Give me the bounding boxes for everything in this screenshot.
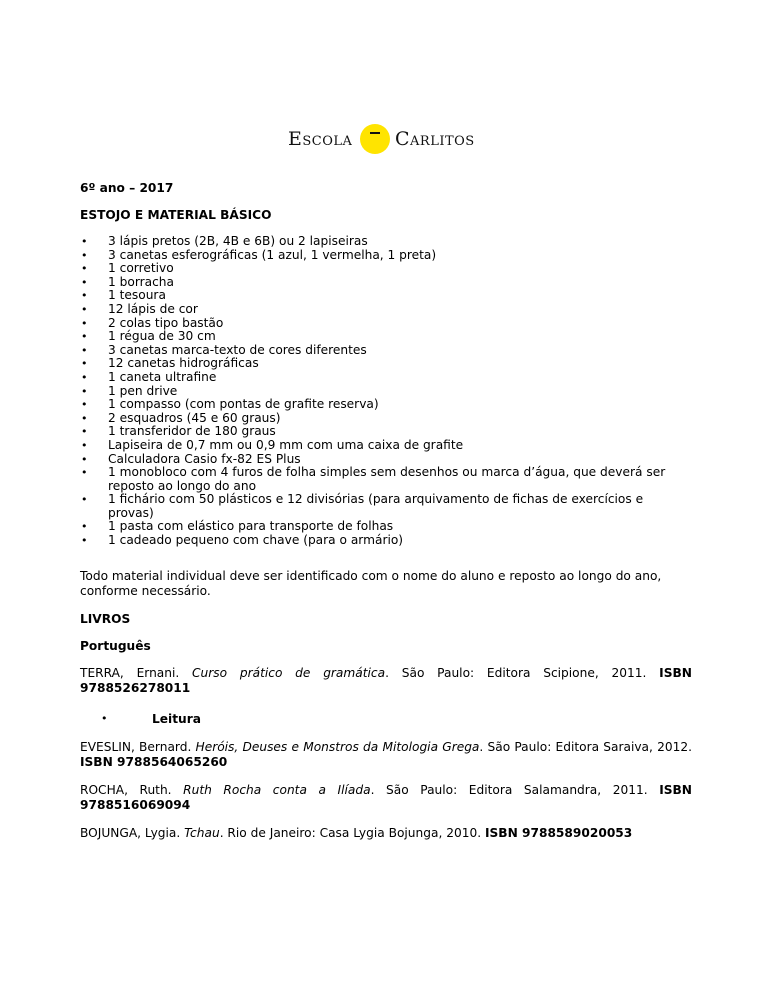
materials-list: [80, 235, 680, 548]
book-isbn: ISBN 9788589020053: [484, 826, 633, 840]
book-author: ROCHA, Ruth.: [80, 783, 184, 797]
book-author: TERRA, Ernani.: [80, 666, 193, 680]
list-item: • 1 compasso (com pontas de grafite reserva): [80, 398, 680, 412]
book-author: BOJUNGA, Lygia.: [80, 826, 185, 840]
book-isbn: ISBN 9788526278011: [80, 666, 692, 695]
list-item: • 1 tesoura: [80, 289, 680, 303]
list-item: • 1 pasta com elástico para transporte de folhas: [80, 520, 680, 534]
list-item: • 12 lápis de cor: [80, 303, 680, 317]
list-item: • 1 pen drive: [80, 385, 680, 399]
materials-section-title: ESTOJO E MATERIAL BÁSICO: [80, 208, 272, 222]
logo-dash: [370, 132, 380, 134]
book-reference-reading-1: [80, 740, 692, 770]
logo-word-escola: Escola: [288, 128, 353, 150]
book-publisher: . São Paulo: Editora Salamandra, 2011.: [370, 783, 660, 797]
books-section-title: LIVROS: [80, 612, 131, 626]
list-item: • 1 borracha: [80, 276, 680, 290]
list-item: • 1 régua de 30 cm: [80, 330, 680, 344]
list-item: • 1 corretivo: [80, 262, 680, 276]
list-item: • 12 canetas hidrográficas: [80, 357, 680, 371]
list-item: • 1 transferidor de 180 graus: [80, 425, 680, 439]
book-title: Tchau: [184, 826, 220, 840]
list-item: • 3 lápis pretos (2B, 4B e 6B) ou 2 lapiseiras: [80, 235, 680, 249]
logo-word-carlitos: Carlitos: [395, 128, 475, 150]
materials-note: Todo material individual deve ser identificado com o nome do aluno e reposto ao longo do ano, conforme necessário.: [80, 569, 662, 598]
list-item: • 1 cadeado pequeno com chave (para o armário): [80, 534, 680, 548]
reading-heading-label: Leitura: [152, 712, 201, 726]
book-author: EVESLIN, Bernard.: [80, 740, 196, 754]
grade-year-heading: 6º ano – 2017: [80, 181, 174, 195]
book-isbn: ISBN 9788516069094: [80, 783, 692, 812]
book-reference-reading-3: [80, 826, 692, 841]
book-publisher: . São Paulo: Editora Scipione, 2011.: [385, 666, 660, 680]
bullet-icon: •: [101, 712, 108, 725]
book-publisher: . Rio de Janeiro: Casa Lygia Bojunga, 2010.: [219, 826, 485, 840]
book-isbn: ISBN 9788564065260: [80, 755, 228, 769]
list-item: • 1 caneta ultrafine: [80, 371, 680, 385]
list-item: • 2 colas tipo bastão: [80, 317, 680, 331]
book-title: Heróis, Deuses e Monstros da Mitologia Grega: [195, 740, 480, 754]
school-logo: [288, 124, 488, 154]
sun-icon: [360, 124, 390, 154]
book-reference-grammar: [80, 666, 692, 696]
subject-heading: Português: [80, 639, 151, 653]
list-item: • 1 monobloco com 4 furos de folha simples sem desenhos ou marca d’água, que deverá ser reposto ao longo do ano: [80, 466, 680, 493]
list-item: • Lapiseira de 0,7 mm ou 0,9 mm com uma caixa de grafite: [80, 439, 680, 453]
book-publisher: . São Paulo: Editora Saraiva, 2012.: [479, 740, 692, 754]
book-title: Curso prático de gramática: [192, 666, 386, 680]
list-item: • Calculadora Casio fx-82 ES Plus: [80, 453, 680, 467]
list-item: • 3 canetas marca-texto de cores diferentes: [80, 344, 680, 358]
list-item: • 3 canetas esferográficas (1 azul, 1 vermelha, 1 preta): [80, 249, 680, 263]
list-item: • 2 esquadros (45 e 60 graus): [80, 412, 680, 426]
book-title: Ruth Rocha conta a Ilíada: [183, 783, 371, 797]
list-item: • 1 fichário com 50 plásticos e 12 divisórias (para arquivamento de fichas de exercícios e provas): [80, 493, 680, 520]
book-reference-reading-2: [80, 783, 692, 813]
